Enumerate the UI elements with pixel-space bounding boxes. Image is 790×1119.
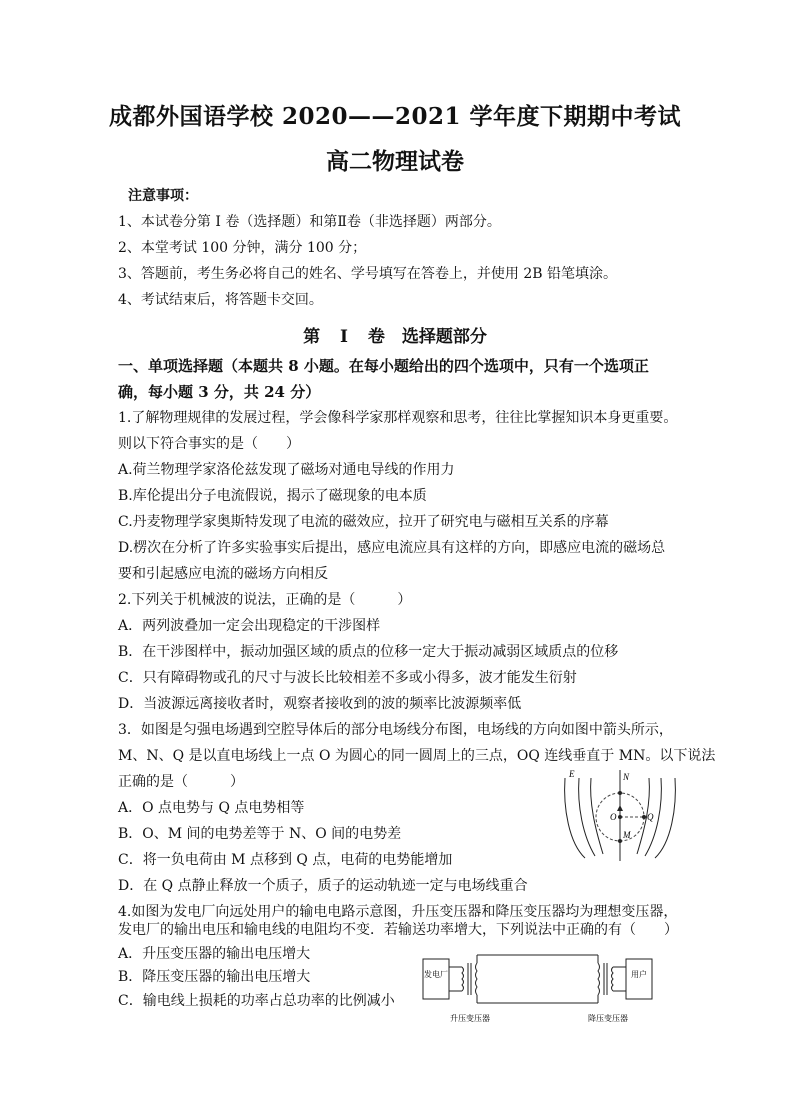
user-label: 用户: [631, 970, 647, 979]
question-3-option-d: D．在 Q 点静止释放一个质子，质子的运动轨迹一定与电场线重合: [118, 878, 528, 894]
step-up-label: 升压变压器: [450, 1014, 490, 1023]
exam-title: 成都外国语学校 2020——2021 学年度下期期中考试: [108, 103, 682, 130]
question-4-option-a: A．升压变压器的输出电压增大: [118, 946, 311, 962]
power-plant-box: [423, 959, 449, 999]
note-item: 2、本堂考试 100 分钟，满分 100 分；: [118, 240, 367, 256]
question-1-option-d-cont: 要和引起感应电流的磁场方向相反: [118, 566, 328, 582]
coil: [598, 963, 600, 995]
question-3-option-a: A．O 点电势与 Q 点电势相等: [118, 800, 305, 816]
question-2-option-a: A．两列波叠加一定会出现稳定的干涉图样: [118, 618, 381, 634]
label-e: E: [569, 769, 575, 779]
question-2-option-d: D．当波源远离接收者时，观察者接收到的波的频率比波源频率低: [118, 696, 522, 712]
section-title: 第 I 卷 选择题部分: [303, 327, 487, 347]
step-down-label: 降压变压器: [588, 1014, 628, 1023]
field-line: [565, 778, 585, 858]
question-1-option-d: D.楞次在分析了许多实验事实后提出，感应电流应具有这样的方向，即感应电流的磁场总: [118, 540, 666, 556]
field-line: [655, 778, 675, 858]
question-1-stem: 1.了解物理规律的发展过程，学会像科学家那样观察和思考，往往比掌握知识本身更重要。: [118, 410, 678, 426]
question-4-stem: 4.如图为发电厂向远处用户的输电电路示意图，升压变压器和降压变压器均为理想变压器，: [118, 904, 678, 920]
notes-heading: 注意事项：: [128, 188, 198, 204]
question-4-option-c: C．输电线上损耗的功率占总功率的比例减小: [118, 993, 395, 1009]
question-4-stem: 发电厂的输出电压和输电线的电阻均不变．若输送功率增大，下列说法中正确的有（ ）: [118, 922, 678, 938]
electric-field-figure: [555, 768, 685, 863]
coil: [462, 967, 464, 991]
question-2-option-b: B．在干涉图样中，振动加强区域的质点的位移一定大于振动减弱区域质点的位移: [118, 644, 619, 660]
question-3-option-c: C．将一负电荷由 M 点移到 Q 点，电荷的电势能增加: [118, 852, 453, 868]
question-3-stem: 正确的是（ ）: [118, 774, 244, 790]
power-plant-label: 发电厂: [424, 970, 448, 979]
label-o: O: [610, 812, 617, 822]
note-item: 3、答题前，考生务必将自己的姓名、学号填写在答卷上，并使用 2B 铅笔填涂。: [118, 266, 618, 282]
question-4-option-b: B．降压变压器的输出电压增大: [118, 969, 311, 985]
field-line: [591, 778, 603, 854]
coil: [612, 967, 614, 991]
note-item: 4、考试结束后，将答题卡交回。: [118, 292, 323, 308]
field-line: [579, 778, 595, 856]
question-3-stem: 3．如图是匀强电场遇到空腔导体后的部分电场线分布图，电场线的方向如图中箭头所示，: [118, 722, 673, 738]
label-q: Q: [647, 812, 654, 822]
question-1-option-a: A.荷兰物理学家洛伦兹发现了磁场对通电导线的作用力: [118, 462, 455, 478]
question-1-option-c: C.丹麦物理学家奥斯特发现了电流的磁效应，拉开了研究电与磁相互关系的序幕: [118, 514, 609, 530]
question-1-stem: 则以下符合事实的是（ ）: [118, 436, 300, 452]
point-q: [642, 815, 646, 819]
label-m: M: [623, 830, 631, 840]
point-m: [618, 839, 622, 843]
question-3-stem: M、N、Q 是以直电场线上一点 O 为圆心的同一圆周上的三点，OQ 连线垂直于 MN。以下说法: [118, 748, 716, 764]
label-n: N: [623, 772, 630, 782]
transmission-circuit-figure: [418, 953, 666, 1028]
question-2-option-c: C．只有障碍物或孔的尺寸与波长比较相差不多或小得多，波才能发生衍射: [118, 670, 577, 686]
question-2-stem: 2.下列关于机械波的说法，正确的是（ ）: [118, 592, 412, 608]
exam-subtitle: 高二物理试卷: [326, 148, 464, 175]
note-item: 1、本试卷分第 I 卷（选择题）和第Ⅱ卷（非选择题）两部分。: [118, 214, 501, 230]
user-box: [626, 959, 652, 999]
question-3-option-b: B．O、M 间的电势差等于 N、O 间的电势差: [118, 826, 402, 842]
coil: [476, 963, 478, 995]
part1-heading: 一、单项选择题（本题共 8 小题。在每小题给出的四个选项中，只有一个选项正确，每小题 3 分，共 24 分）: [118, 357, 649, 401]
point-o: [618, 815, 622, 819]
question-1-option-b: B.库伦提出分子电流假说，揭示了磁现象的电本质: [118, 488, 427, 504]
point-n: [618, 791, 622, 795]
